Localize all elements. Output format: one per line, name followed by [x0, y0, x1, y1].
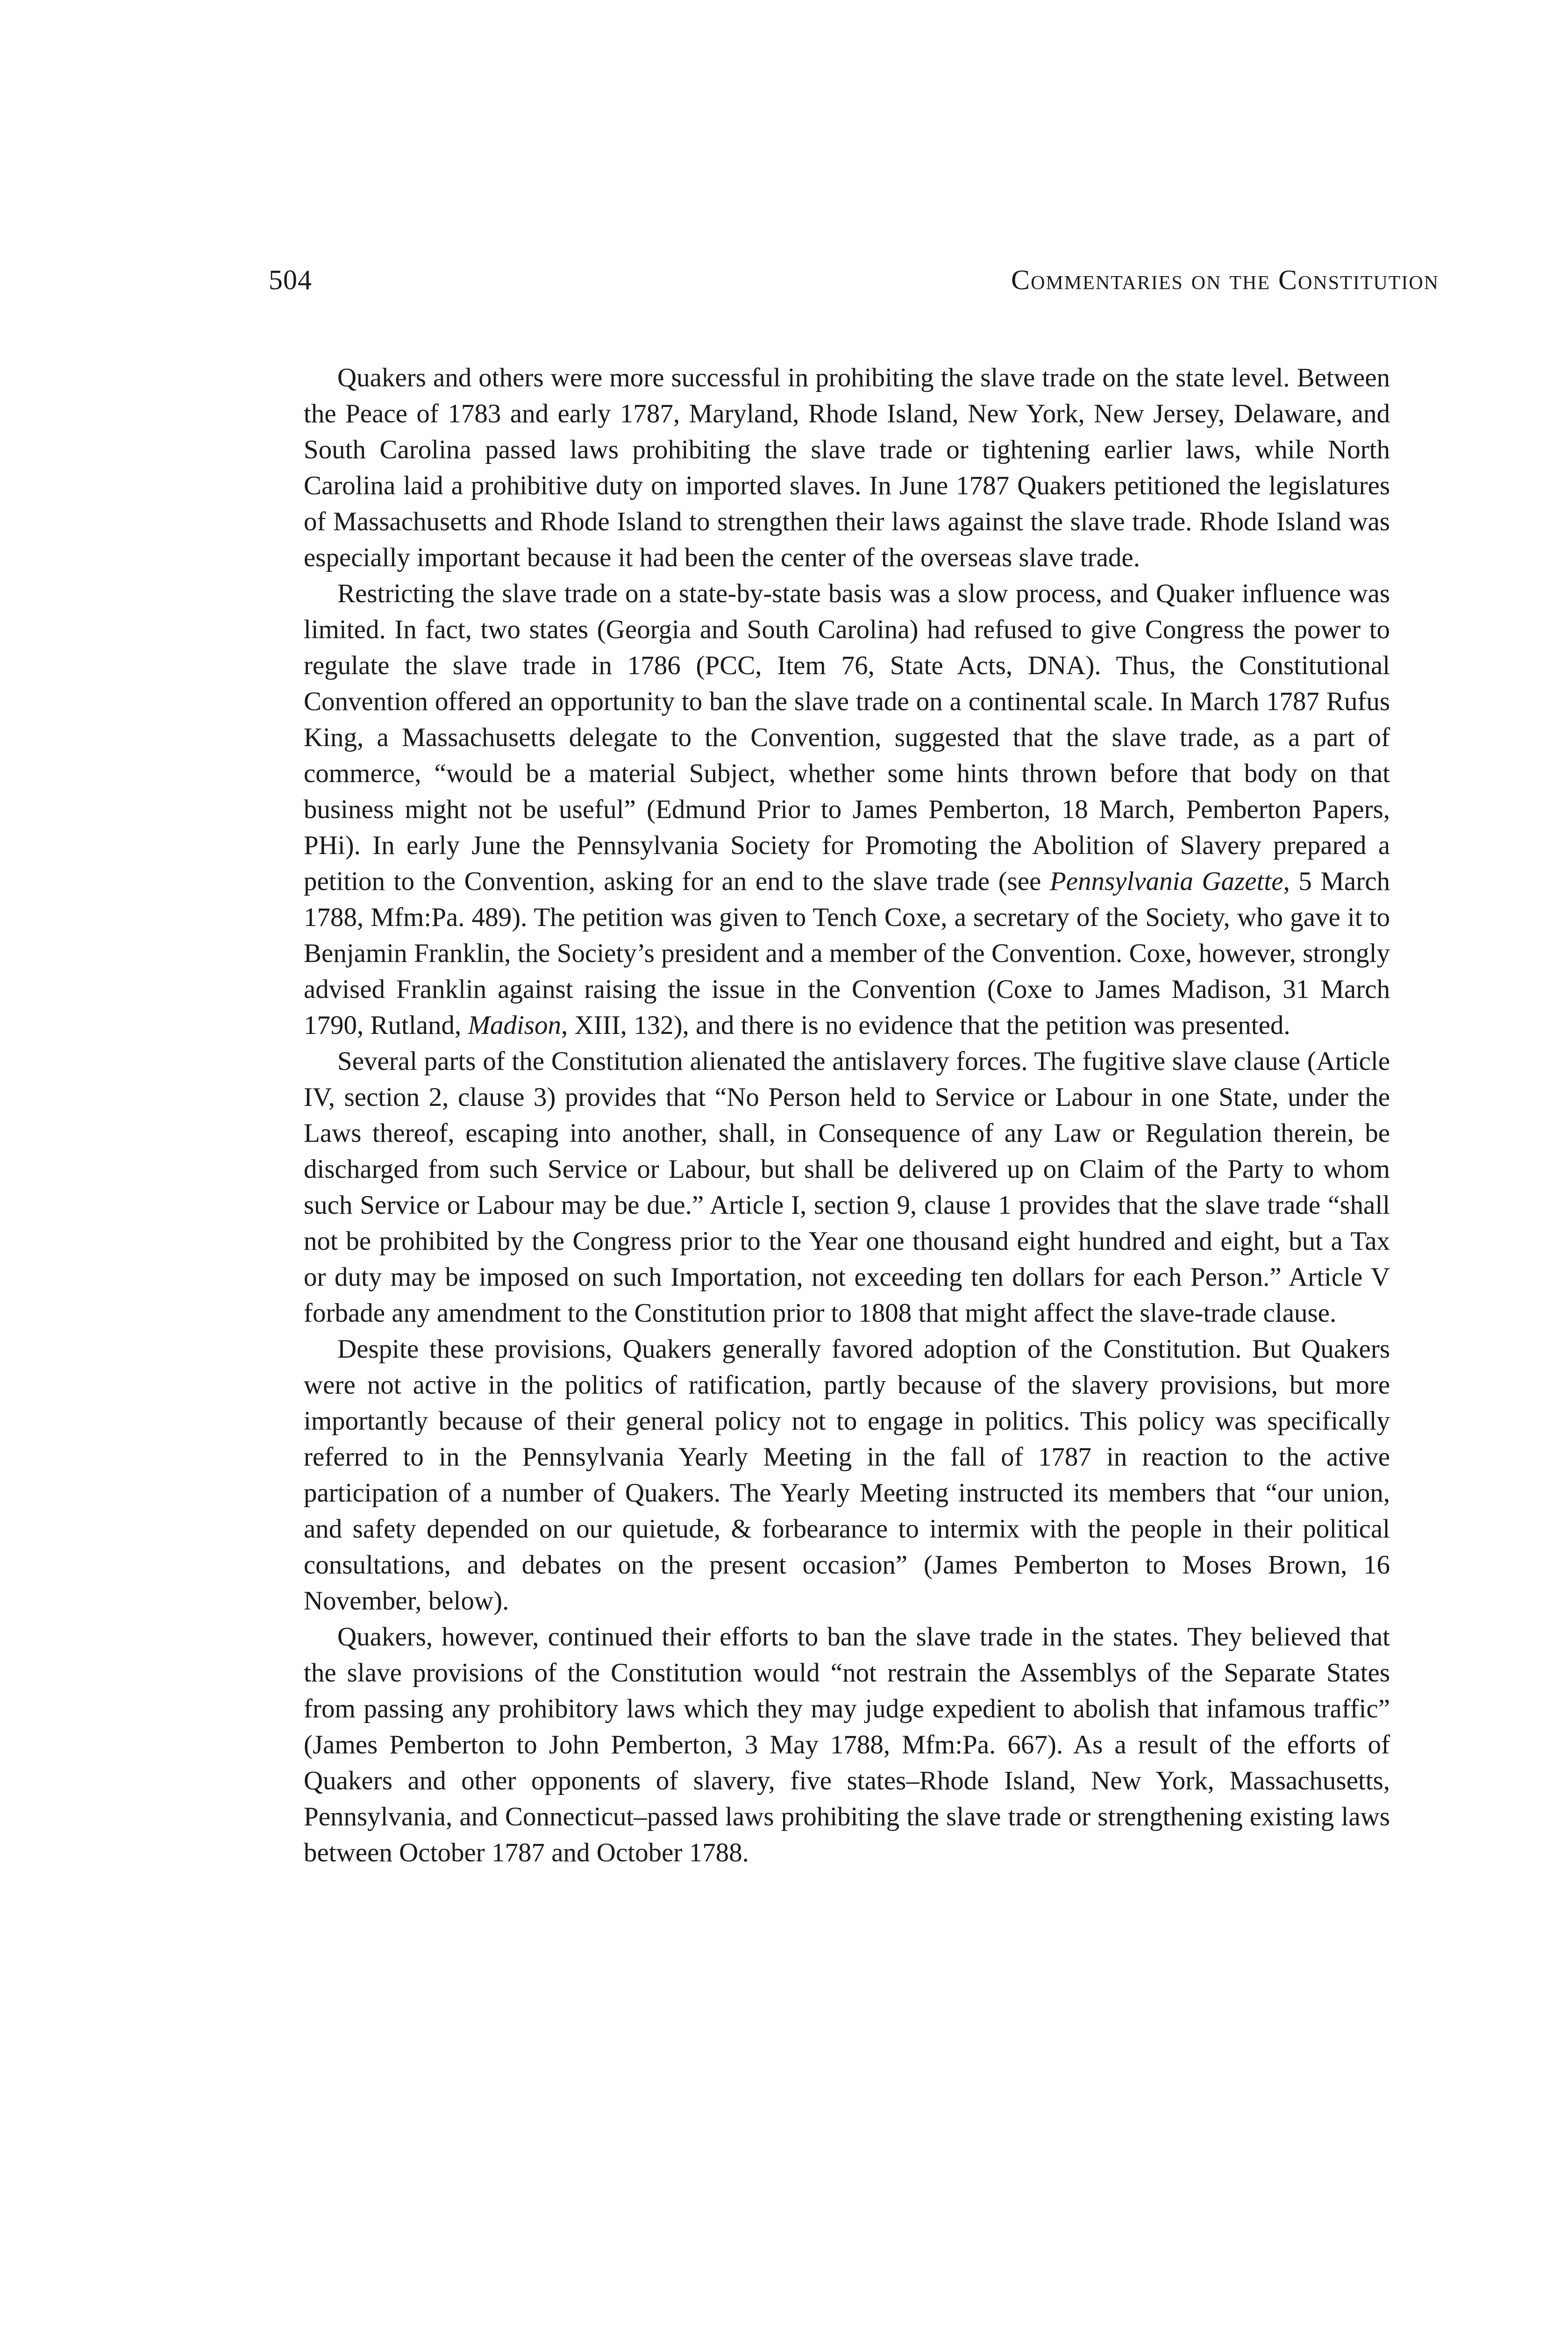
text-run: Despite these provisions, Quakers generally favored adoption of the Constitution. But Quakers were not active in the politics of ratification, partly because of the slavery provisions, but more importantly because of their general policy not to engage in politics. This policy was specifically referred to in the Pennsylvania Yearly Meeting in the fall of 1787 in reaction to the active participation of a number of Quakers. The Yearly Meeting instructed its members that “our union, and safety depended on our quietude, & forbearance to intermix with the people in their political consultations, and debates on the present occasion” (James Pemberton to Moses Brown, 16 November, below). [304, 1334, 1390, 1616]
paragraph [304, 1043, 1390, 1331]
text-run: Restricting the slave trade on a state-by-state basis was a slow process, and Quaker influence was limited. In fact, two states (Georgia and South Carolina) had refused to give Congress the power to regulate the slave trade in 1786 (PCC, Item 76, State Acts, DNA). Thus, the Constitutional Convention offered an opportunity to ban the slave trade on a continental scale. In March 1787 Rufus King, a Massachusetts delegate to the Convention, suggested that the slave trade, as a part of commerce, “would be a material Subject, whether some hints thrown before that body on that business might not be useful” (Edmund Prior to James Pemberton, 18 March, Pemberton Papers, PHi). In early June the Pennsylvania Society for Promoting the Abolition of Slavery prepared a petition to the Convention, asking for an end to the slave trade (see [304, 579, 1390, 896]
page-header [269, 264, 1439, 306]
text-run: , 5 March 1788, Mfm:Pa. 489). The petition was given to Tench Coxe, a secretary of the Society, who gave it to Benjamin Franklin, the Society’s president and a member of the Convention. Coxe, however, strongly advised Franklin against raising the issue in the Convention (Coxe to James Madison, 31 March 1790, Rutland, [304, 867, 1390, 1040]
text-run: , XIII, 132), and there is no evidence that the petition was presented. [561, 1011, 1290, 1040]
text-run: Several parts of the Constitution alienated the antislavery forces. The fugitive slave clause (Article IV, section 2, clause 3) provides that “No Person held to Service or Labour in one State, under the Laws thereof, escaping into another, shall, in Consequence of any Law or Regulation therein, be discharged from such Service or Labour, but shall be delivered up on Claim of the Party to whom such Service or Labour may be due.” Article I, section 9, clause 1 provides that the slave trade “shall not be prohibited by the Congress prior to the Year one thousand eight hundred and eight, but a Tax or duty may be imposed on such Importation, not exceeding ten dollars for each Person.” Article V forbade any amendment to the Constitution prior to 1808 that might affect the slave-trade clause. [304, 1047, 1390, 1328]
paragraph [304, 576, 1390, 1043]
body-text [304, 360, 1390, 1871]
publication-title: Pennsylvania Gazette [1049, 867, 1283, 896]
page-number: 504 [269, 264, 312, 295]
text-run: Quakers and others were more successful in prohibiting the slave trade on the state level. Between the Peace of 1783 and early 1787, Maryland, Rhode Island, New York, New Jersey, Delaware, and South Carolina passed laws prohibiting the slave trade or tightening earlier laws, while North Carolina laid a prohibitive duty on imported slaves. In June 1787 Quakers petitioned the legislatures of Massachusetts and Rhode Island to strengthen their laws against the slave trade. Rhode Island was especially important because it had been the center of the overseas slave trade. [304, 363, 1390, 572]
paragraph [304, 1619, 1390, 1871]
paragraph [304, 1331, 1390, 1619]
running-title: Commentaries on the Constitution [1011, 264, 1439, 295]
paragraph [304, 360, 1390, 576]
text-run: Quakers, however, continued their efforts to ban the slave trade in the states. They believed that the slave provisions of the Constitution would “not restrain the Assemblys of the Separate States from passing any prohibitory laws which they may judge expedient to abolish that infamous traffic” (James Pemberton to John Pemberton, 3 May 1788, Mfm:Pa. 667). As a result of the efforts of Quakers and other opponents of slavery, five states–Rhode Island, New York, Massachusetts, Pennsylvania, and Connecticut–passed laws prohibiting the slave trade or strengthening existing laws between October 1787 and October 1788. [304, 1622, 1390, 1867]
publication-title: Madison [468, 1011, 561, 1040]
